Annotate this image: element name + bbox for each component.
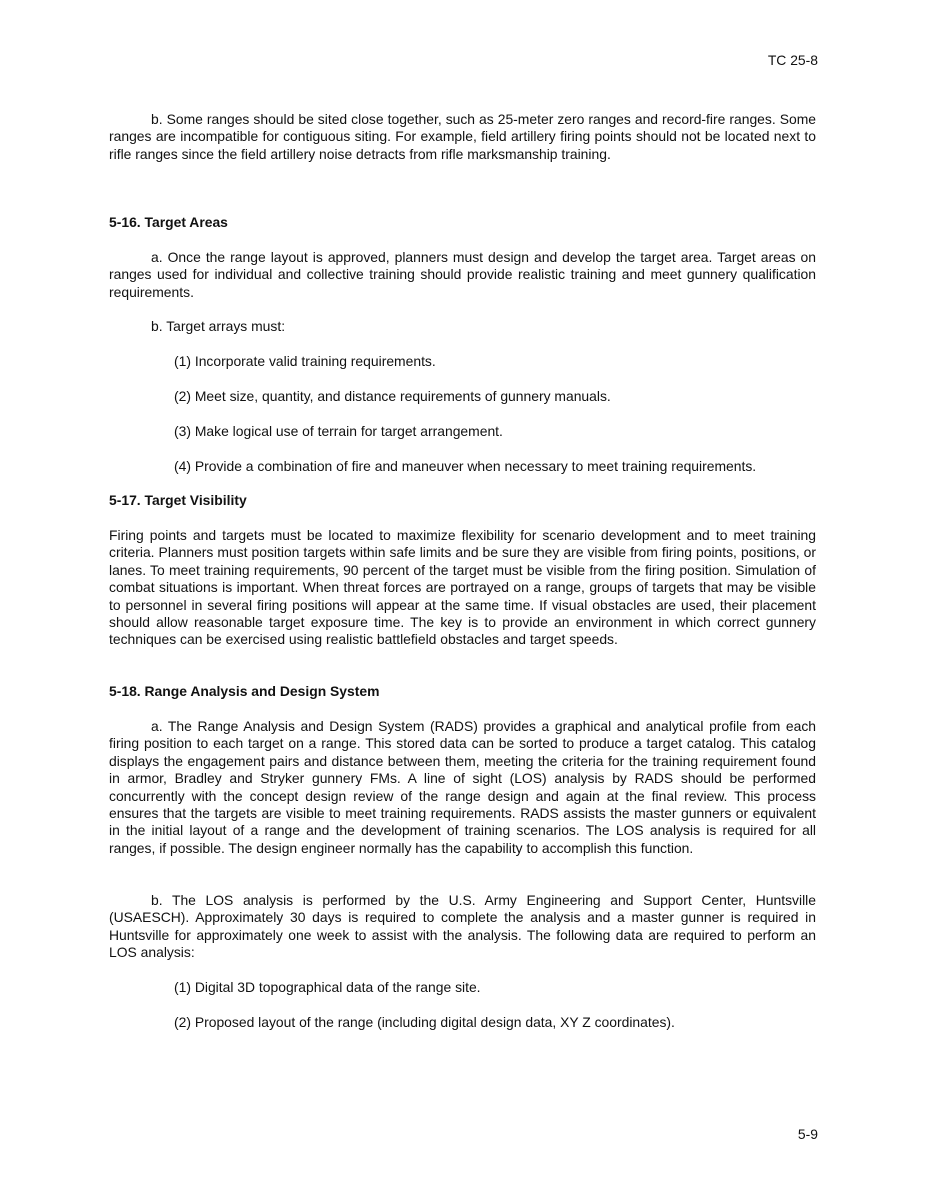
- list-item-5-18-b-2: (2) Proposed layout of the range (including digital design data, XY Z coordinates).: [174, 1014, 675, 1030]
- page-number-footer: 5-9: [797, 1126, 818, 1142]
- paragraph-5-16-b: b. Target arrays must:: [151, 318, 286, 334]
- section-heading-5-18: 5-18. Range Analysis and Design System: [109, 683, 380, 699]
- paragraph-5-17-body: Firing points and targets must be located to maximize flexibility for scenario development and to meet training criteria. Planners must position targets within safe limits and be sure they are visible from firing points, positions, or lanes. To meet training requirements, 90 percent of the target must be visible from the firing position. Simulation of combat situations is important. When threat forces are portrayed on a range, groups of targets that may be visible to personnel in several firing positions will appear at the same time. If visual obstacles are used, their placement should allow reasonable target exposure time. The key is to provide an environment in which correct gunnery techniques can be exercised using realistic battlefield obstacles and target speeds.: [109, 527, 816, 648]
- list-item-5-16-b-1: (1) Incorporate valid training requirements.: [174, 353, 436, 369]
- section-heading-5-17: 5-17. Target Visibility: [109, 492, 247, 508]
- paragraph-5-16-a: a. Once the range layout is approved, planners must design and develop the target area. Target areas on ranges used for individual and collective training should provide realistic training and meet gunnery qualification requirements.: [109, 249, 816, 300]
- section-heading-5-16: 5-16. Target Areas: [109, 214, 228, 230]
- paragraph-5-18-a: a. The Range Analysis and Design System (RADS) provides a graphical and analytical profile from each firing position to each target on a range. This stored data can be sorted to produce a target catalog. This catalog displays the engagement pairs and distance between them, meeting the criteria for the training requirement found in armor, Bradley and Stryker gunnery FMs. A line of sight (LOS) analysis by RADS should be performed concurrently with the concept design review of the range design and again at the final review. This process ensures that the targets are visible to meet training requirements. RADS assists the master gunners or equivalent in the initial layout of a range and the development of training scenarios. The LOS analysis is required for all ranges, if possible. The design engineer normally has the capability to accomplish this function.: [109, 718, 816, 856]
- list-item-5-16-b-2: (2) Meet size, quantity, and distance requirements of gunnery manuals.: [174, 388, 611, 404]
- list-item-5-18-b-1: (1) Digital 3D topographical data of the range site.: [174, 979, 481, 995]
- document-id-header: TC 25-8: [767, 52, 818, 68]
- paragraph-5-18-b: b. The LOS analysis is performed by the U.S. Army Engineering and Support Center, Huntsville (USAESCH). Approximately 30 days is required to complete the analysis and a master gunner is required in Huntsville for approximately one week to assist with the analysis. The following data are required to perform an LOS analysis:: [109, 892, 816, 961]
- list-item-5-16-b-3: (3) Make logical use of terrain for target arrangement.: [174, 423, 503, 439]
- paragraph-b-siting: b. Some ranges should be sited close together, such as 25-meter zero ranges and record-fire ranges. Some ranges are incompatible for contiguous siting. For example, field artillery firing points should not be located next to rifle ranges since the field artillery noise detracts from rifle marksmanship training.: [109, 111, 816, 162]
- list-item-5-16-b-4: (4) Provide a combination of fire and maneuver when necessary to meet training requirements.: [174, 458, 757, 474]
